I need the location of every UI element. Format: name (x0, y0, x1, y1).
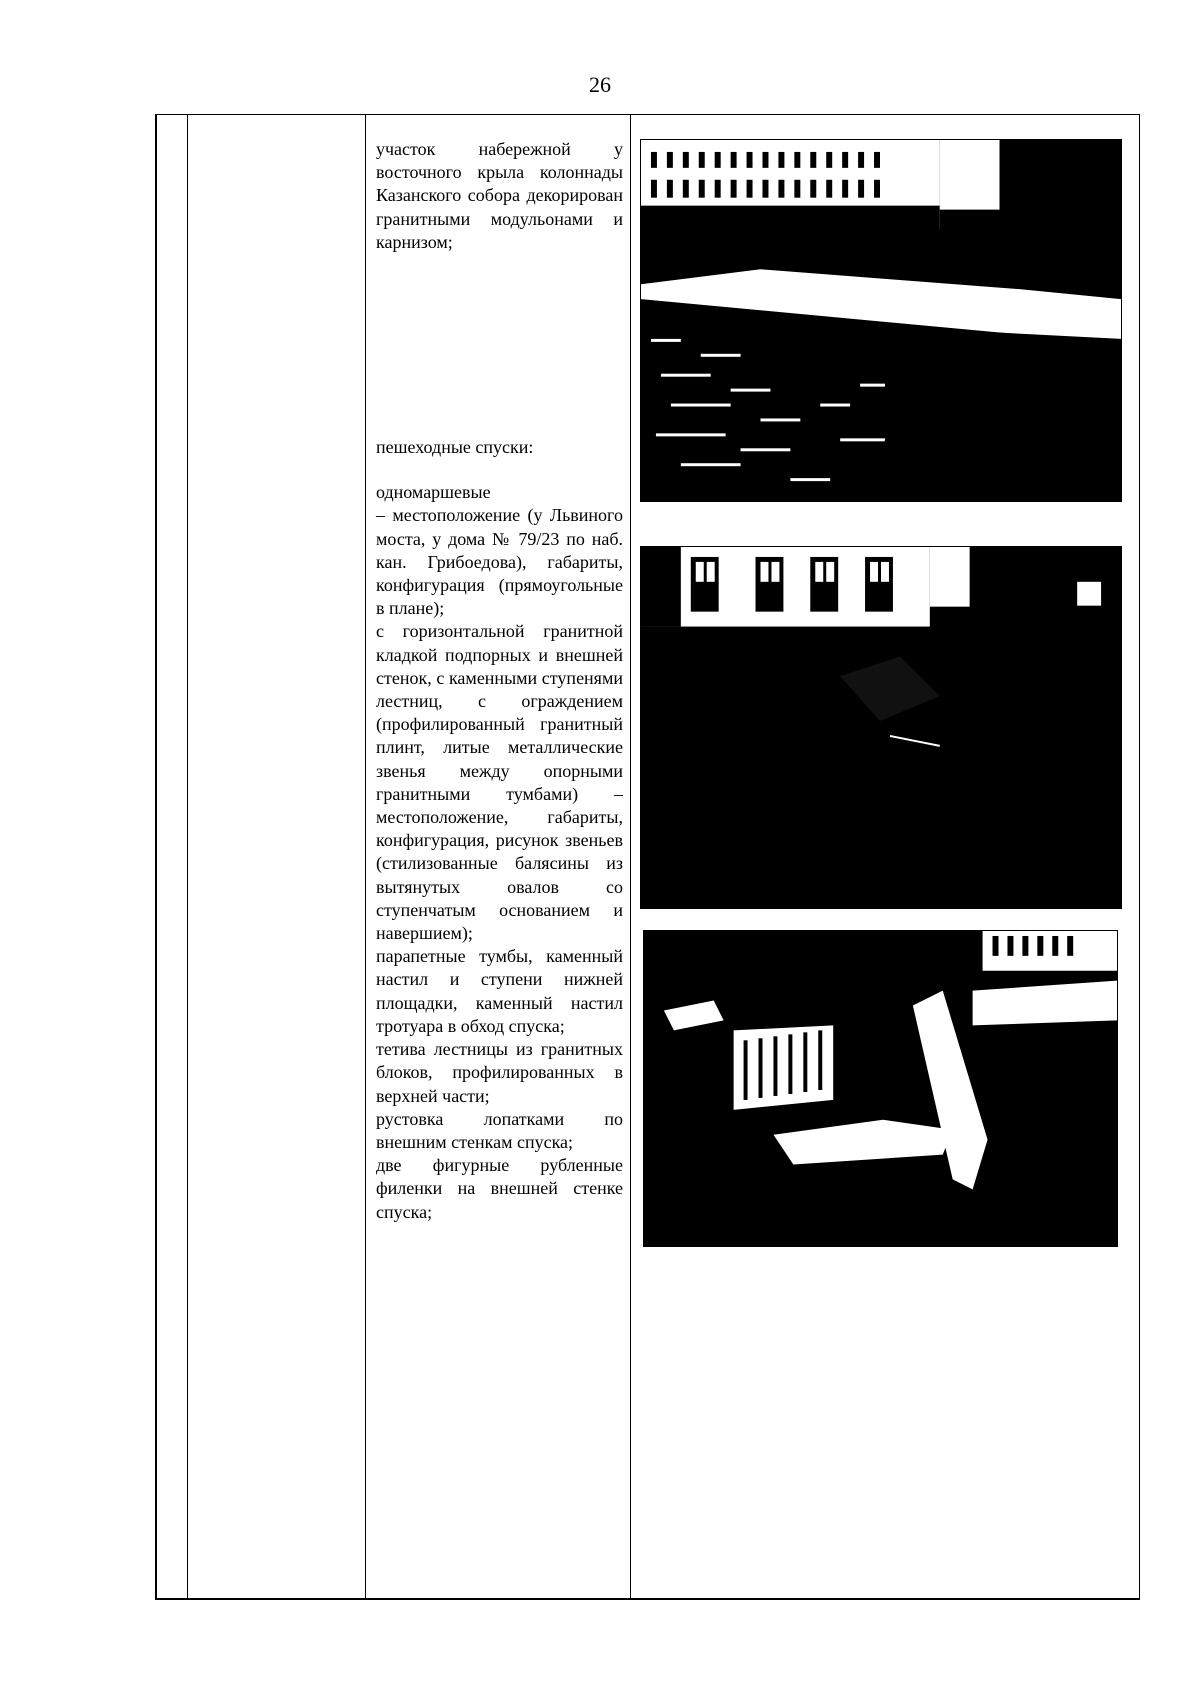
paragraph-stair-stringer: тетива лестницы из гранитных блоков, профилированных в верхней части; (376, 1039, 623, 1106)
paragraph-embankment: участок набережной у восточного крыла колоннады Казанского собора декорирован гранитными модульонами и карнизом; (376, 139, 623, 252)
photo-descent-building (640, 546, 1122, 909)
paragraph-parapet-posts: парапетные тумбы, каменный настил и ступени нижней площадки, каменный настил тротуара в обход спуска; (376, 946, 623, 1036)
paragraph-masonry-railing: с горизонтальной гранитной кладкой подпорных и внешней стенок, с каменными ступенями лестниц, с ограждением (профилированный гранитный плинт, литые металлические звенья между опорными гранитными тумбами) – местоположение, габариты, конфигурация, рисунок звеньев (стилизованные балясины из вытянутых овалов со ступенчатым основанием и навершием); (376, 621, 623, 944)
column-divider-3 (630, 114, 631, 1600)
description-column (376, 138, 623, 1224)
paragraph-pedestrian-descents: пешеходные спуски: (376, 437, 534, 458)
paragraph-rustication: рустовка лопатками по внешним стенкам спуска; (376, 1108, 623, 1152)
paragraph-panels: две фигурные рубленные филенки на внешней стенке спуска; (376, 1155, 623, 1222)
page-number: 26 (589, 72, 611, 97)
column-divider-1 (187, 114, 188, 1600)
paragraph-single-flight: одномаршевые (376, 482, 491, 503)
column-divider-2 (365, 114, 366, 1600)
photo-embankment (640, 139, 1122, 502)
paragraph-location: – местоположение (у Львиного моста, у дома № 79/23 по наб. кан. Грибоедова), габариты, конфигурация (прямоугольные в плане); (376, 505, 623, 619)
photo-descent-railing (643, 930, 1118, 1247)
